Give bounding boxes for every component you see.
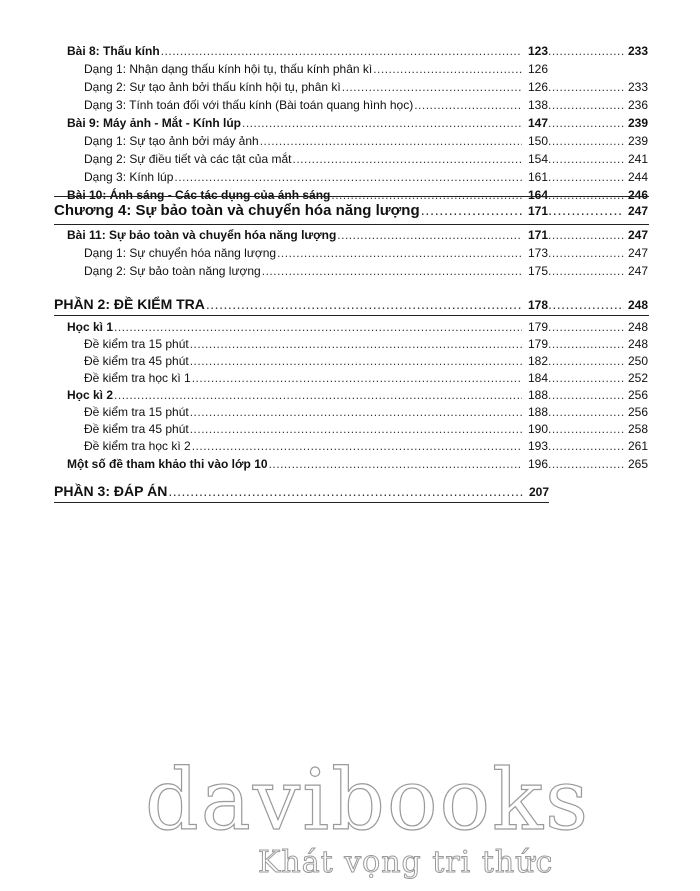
leader-dots xyxy=(548,96,624,114)
leader-dots xyxy=(190,420,522,438)
leader-dots xyxy=(548,293,624,315)
leader-dots xyxy=(548,244,624,262)
leader-dots xyxy=(192,437,522,455)
toc-page-number: 161 xyxy=(527,170,548,184)
section-divider xyxy=(54,224,649,225)
toc-entry-title: Dạng 2: Sự bảo toàn năng lượng xyxy=(84,264,261,278)
toc-page-number: 188 xyxy=(527,405,548,419)
toc-entry-title: Bài 9: Máy ảnh - Mắt - Kính lúp xyxy=(67,116,242,130)
toc-page-number: 193 xyxy=(527,439,548,453)
toc-entry-lesson-11-type-2[interactable] xyxy=(84,262,648,280)
leader-dots xyxy=(242,114,522,132)
toc-page-number: 123 xyxy=(527,44,548,58)
leader-dots xyxy=(190,335,522,353)
toc-entry-title: Dạng 1: Sự chuyển hóa năng lượng xyxy=(84,246,277,260)
toc-answer-page-number: 265 xyxy=(627,457,648,471)
toc-entry-title: Dạng 1: Nhận dạng thấu kính hội tụ, thấu kính phân kì xyxy=(84,62,373,76)
toc-answer-page-number: 252 xyxy=(627,371,648,385)
leader-dots xyxy=(168,480,523,502)
leader-dots xyxy=(548,150,624,168)
section-divider xyxy=(54,502,549,503)
watermark-slogan: Khát vọng tri thức xyxy=(258,845,554,880)
leader-dots xyxy=(548,369,624,387)
toc-entry-semester-2[interactable] xyxy=(67,386,648,404)
toc-entry-title: Đề kiểm tra học kì 1 xyxy=(84,371,191,385)
leader-dots xyxy=(548,318,624,336)
leader-dots xyxy=(262,262,522,280)
toc-entry-semester-1-test-45[interactable] xyxy=(84,352,648,370)
toc-entry-title: Bài 11: Sự bảo toàn và chuyển hóa năng lượng xyxy=(67,228,337,242)
toc-entry-title: Đề kiểm tra 15 phút xyxy=(84,337,189,351)
toc-entry-lesson-11-type-1[interactable] xyxy=(84,244,648,262)
toc-answer-page-number: 247 xyxy=(627,228,648,242)
leader-dots xyxy=(342,78,522,96)
toc-entry-title: Bài 8: Thấu kính xyxy=(67,44,160,58)
leader-dots xyxy=(277,244,522,262)
leader-dots xyxy=(269,455,522,473)
toc-page-number: 147 xyxy=(527,116,548,130)
toc-entry-title: Đề kiểm tra 45 phút xyxy=(84,354,189,368)
toc-answer-page-number: 248 xyxy=(627,337,648,351)
toc-entry-title: PHẦN 2: ĐỀ KIỂM TRA xyxy=(54,296,205,312)
toc-answer-page-number: 244 xyxy=(627,170,648,184)
toc-entry-title: Dạng 2: Sự điều tiết và các tật của mắt xyxy=(84,152,292,166)
toc-entry-semester-1-test-15[interactable] xyxy=(84,335,648,353)
leader-dots xyxy=(190,403,522,421)
leader-dots xyxy=(260,132,522,150)
toc-entry-semester-2-final[interactable] xyxy=(84,437,648,455)
toc-entry-title: Học kì 1 xyxy=(67,320,114,334)
leader-dots xyxy=(548,132,624,150)
toc-page-number: 150 xyxy=(527,134,548,148)
leader-dots xyxy=(548,437,624,455)
leader-dots xyxy=(548,455,624,473)
leader-dots xyxy=(421,200,522,222)
toc-entry-lesson-9[interactable] xyxy=(67,114,648,132)
toc-entry-lesson-8[interactable] xyxy=(67,42,648,60)
toc-answer-page-number: 236 xyxy=(627,98,648,112)
toc-entry-title: Đề kiểm tra 15 phút xyxy=(84,405,189,419)
toc-entry-entrance-exams[interactable] xyxy=(67,455,648,473)
toc-page-number: 126 xyxy=(527,80,548,94)
leader-dots xyxy=(373,60,522,78)
toc-entry-title: Dạng 2: Sự tạo ảnh bởi thấu kính hội tụ, phân kì xyxy=(84,80,341,94)
toc-answer-page-number: 239 xyxy=(627,134,648,148)
toc-entry-lesson-9-type-2[interactable] xyxy=(84,150,648,168)
leader-dots xyxy=(548,42,624,60)
toc-answer-page-number: 247 xyxy=(627,204,648,218)
toc-answer-page-number: 258 xyxy=(627,422,648,436)
leader-dots xyxy=(174,168,522,186)
leader-dots xyxy=(548,200,624,222)
toc-page-number: 173 xyxy=(527,246,548,260)
toc-entry-title: Một số đề tham khảo thi vào lớp 10 xyxy=(67,457,268,471)
toc-answer-page-number: 239 xyxy=(627,116,648,130)
toc-entry-part-3[interactable] xyxy=(54,480,549,502)
toc-page-number: 184 xyxy=(527,371,548,385)
leader-dots xyxy=(548,168,624,186)
leader-dots xyxy=(548,403,624,421)
toc-entry-title: Dạng 3: Tính toán đối với thấu kính (Bài toán quang hình học) xyxy=(84,98,414,112)
toc-page-number: 179 xyxy=(527,337,548,351)
toc-page-number: 164 xyxy=(527,188,548,202)
leader-dots xyxy=(206,293,522,315)
section-divider xyxy=(54,315,649,316)
toc-entry-title: Dạng 3: Kính lúp xyxy=(84,170,174,184)
section-divider xyxy=(54,196,649,197)
leader-dots xyxy=(114,386,522,404)
toc-answer-page-number: 256 xyxy=(627,405,648,419)
toc-entry-lesson-9-type-1[interactable] xyxy=(84,132,648,150)
toc-page-number: 178 xyxy=(527,298,548,312)
toc-entry-lesson-9-type-3[interactable] xyxy=(84,168,648,186)
toc-page-number: 171 xyxy=(527,204,548,218)
toc-page-number: 196 xyxy=(527,457,548,471)
toc-entry-lesson-11[interactable] xyxy=(67,226,648,244)
toc-page-number: 138 xyxy=(527,98,548,112)
toc-entry-title: PHẦN 3: ĐÁP ÁN xyxy=(54,483,168,499)
publisher-watermark xyxy=(0,751,700,891)
leader-dots xyxy=(548,114,624,132)
toc-entry-part-2[interactable] xyxy=(54,293,648,315)
toc-page-number: 154 xyxy=(527,152,548,166)
toc-answer-page-number: 246 xyxy=(627,188,648,202)
leader-dots xyxy=(414,96,522,114)
leader-dots xyxy=(190,352,522,370)
toc-entry-semester-1-final[interactable] xyxy=(84,369,648,387)
toc-entry-lesson-8-type-1[interactable] xyxy=(84,60,548,78)
toc-page-number: 190 xyxy=(527,422,548,436)
toc-page-number: 126 xyxy=(527,62,548,76)
toc-answer-page-number: 247 xyxy=(627,264,648,278)
toc-page-number: 182 xyxy=(527,354,548,368)
watermark-brand: davibooks xyxy=(145,751,591,849)
toc-page-number: 207 xyxy=(528,485,549,499)
toc-entry-title: Dạng 1: Sự tạo ảnh bởi máy ảnh xyxy=(84,134,259,148)
toc-page-number: 179 xyxy=(527,320,548,334)
leader-dots xyxy=(337,226,522,244)
toc-entry-lesson-8-type-2[interactable] xyxy=(84,78,648,96)
toc-entry-chapter-4[interactable] xyxy=(54,200,648,222)
toc-entry-semester-2-test-45[interactable] xyxy=(84,420,648,438)
toc-page-number: 175 xyxy=(527,264,548,278)
toc-page-number: 188 xyxy=(527,388,548,402)
leader-dots xyxy=(192,369,522,387)
toc-answer-page-number: 233 xyxy=(627,44,648,58)
toc-answer-page-number: 247 xyxy=(627,246,648,260)
toc-answer-page-number: 248 xyxy=(627,298,648,312)
toc-entry-title: Chương 4: Sự bảo toàn và chuyển hóa năng lượng xyxy=(54,202,420,219)
toc-entry-title: Đề kiểm tra 45 phút xyxy=(84,422,189,436)
toc-entry-title: Bài 10: Ánh sáng - Các tác dụng của ánh sáng xyxy=(67,188,331,202)
toc-entry-semester-1[interactable] xyxy=(67,318,648,336)
toc-answer-page-number: 248 xyxy=(627,320,648,334)
toc-page-number: 171 xyxy=(527,228,548,242)
toc-entry-title: Đề kiểm tra học kì 2 xyxy=(84,439,191,453)
toc-answer-page-number: 233 xyxy=(627,80,648,94)
toc-answer-page-number: 261 xyxy=(627,439,648,453)
leader-dots xyxy=(161,42,522,60)
leader-dots xyxy=(548,352,624,370)
leader-dots xyxy=(548,78,624,96)
leader-dots xyxy=(548,226,624,244)
toc-entry-semester-2-test-15[interactable] xyxy=(84,403,648,421)
leader-dots xyxy=(548,386,624,404)
leader-dots xyxy=(548,335,624,353)
leader-dots xyxy=(114,318,522,336)
leader-dots xyxy=(292,150,522,168)
toc-entry-lesson-8-type-3[interactable] xyxy=(84,96,648,114)
toc-answer-page-number: 256 xyxy=(627,388,648,402)
leader-dots xyxy=(548,420,624,438)
toc-entry-title: Học kì 2 xyxy=(67,388,114,402)
toc-answer-page-number: 241 xyxy=(627,152,648,166)
toc-answer-page-number: 250 xyxy=(627,354,648,368)
leader-dots xyxy=(548,262,624,280)
